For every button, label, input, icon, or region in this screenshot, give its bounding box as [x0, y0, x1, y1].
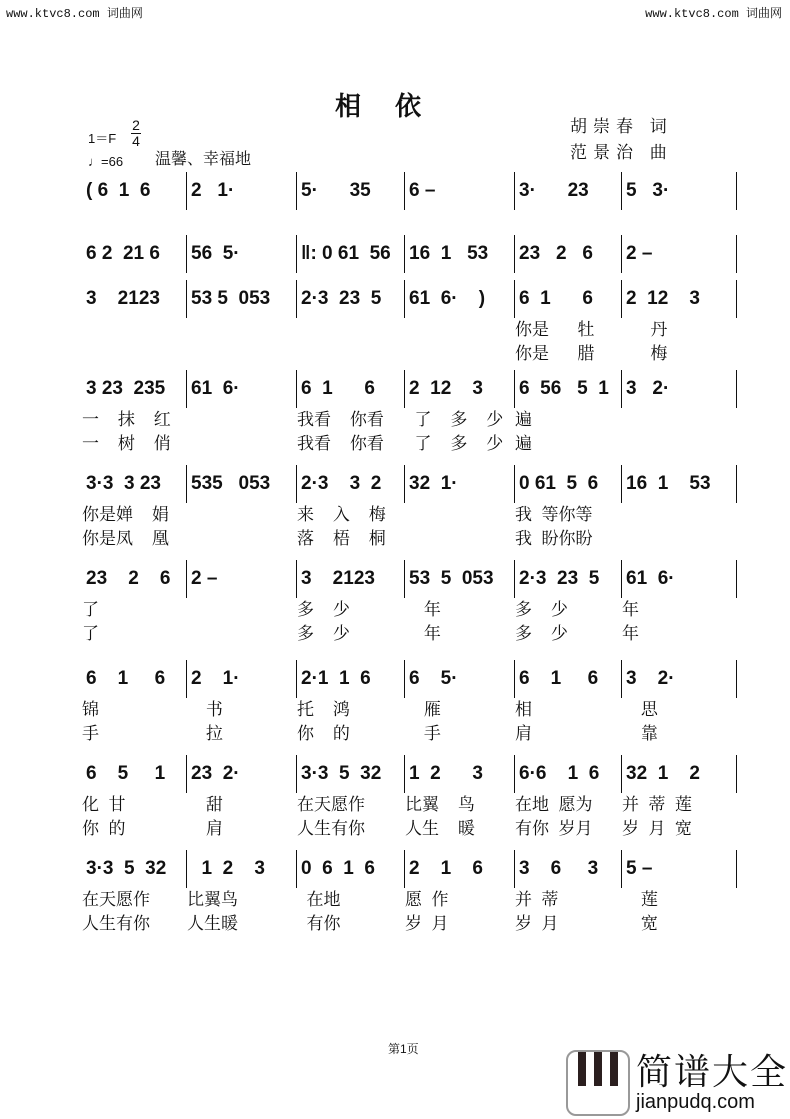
watermark-right: www.ktvc8.com 词曲网 [645, 7, 782, 21]
measure: 16 1 53 [405, 235, 515, 273]
page-number: 第1页 [388, 1042, 419, 1056]
measure: 6 1 6 [515, 660, 622, 698]
lyric-segment: 并 蒂 莲 [622, 795, 692, 814]
lyric-segment [187, 408, 297, 432]
measure: 3·3 5 32 [297, 755, 405, 793]
measure: 3 23 235 [82, 370, 187, 408]
lyric-segment: 在地 愿为 [515, 795, 593, 814]
lyric-segment: 你是 牡 [515, 320, 595, 339]
lyric-segment: 一 抹 红 [82, 410, 171, 429]
lyric-segment [187, 527, 297, 551]
measure: 535 053 [187, 465, 297, 503]
lyric-segment: 多 少 [297, 600, 350, 619]
measure: ‖: 0 61 56 [297, 235, 405, 273]
measure: 2·3 23 5 [515, 560, 622, 598]
lyric-segment: 了 多 少 [405, 434, 504, 453]
measure: 3 2· [622, 370, 737, 408]
lyric-segment: 托 鸿 [297, 700, 350, 719]
lyric-segment: 了 [82, 600, 99, 619]
lyric-segment: 人生有你 [297, 819, 365, 838]
lyric-segment: 年 [622, 624, 639, 643]
measure: 2 12 3 [622, 280, 737, 318]
measure: 3·3 3 23 [82, 465, 187, 503]
measure: 3 2123 [297, 560, 405, 598]
lyric-segment: 你 的 [297, 724, 350, 743]
staff-system [82, 560, 737, 646]
lyricist: 胡崇春 词 [570, 117, 673, 136]
lyric-segment: 遍 [515, 434, 532, 453]
lyric-segment: 雁 [405, 700, 441, 719]
measure: 2 1· [187, 660, 297, 698]
lyric-segment: 比翼 鸟 [405, 795, 475, 814]
measure: 5 – [622, 850, 737, 888]
staff-system [82, 465, 737, 551]
lyric-segment [82, 318, 187, 342]
logo-url: jianpudq.com [636, 1090, 755, 1113]
lyrics-verse-1 [82, 888, 737, 912]
lyric-segment: 丹 [622, 320, 668, 339]
lyric-segment: 靠 [622, 724, 658, 743]
staff-system [82, 280, 737, 366]
measure: 2 1 6 [405, 850, 515, 888]
lyric-segment: 化 甘 [82, 795, 126, 814]
lyric-segment: 岁 月 [515, 914, 559, 933]
lyric-segment: 相 [515, 700, 532, 719]
lyric-segment: 有你 岁月 [515, 819, 593, 838]
measure: 2 – [622, 235, 737, 273]
measure: 3 2123 [82, 280, 187, 318]
lyrics-verse-1 [82, 698, 737, 722]
lyric-segment [622, 408, 737, 432]
lyric-segment [187, 622, 297, 646]
site-logo [566, 1050, 788, 1116]
measure: 1 2 3 [405, 755, 515, 793]
lyric-segment: 年 [405, 624, 441, 643]
lyric-segment: 多 少 [515, 624, 568, 643]
lyrics-verse-1 [82, 408, 737, 432]
measure: 23 2 6 [515, 235, 622, 273]
measure: 1 2 3 [187, 850, 297, 888]
lyrics-verse-1 [82, 598, 737, 622]
measure: 53 5 053 [405, 560, 515, 598]
measure: 2·1 1 6 [297, 660, 405, 698]
measure: 6 2 21 6 [82, 235, 187, 273]
lyric-segment: 遍 [515, 410, 532, 429]
lyric-segment: 你是婵 娟 [82, 505, 169, 524]
lyrics-verse-2 [82, 342, 737, 366]
lyric-segment [405, 342, 515, 366]
measure: 61 6· ) [405, 280, 515, 318]
song-title: 相依 [334, 92, 455, 122]
lyric-segment: 多 少 [515, 600, 568, 619]
lyric-segment: 肩 [187, 819, 223, 838]
measure: 6 – [405, 172, 515, 210]
measure: 6 1 6 [297, 370, 405, 408]
lyric-segment: 思 [622, 700, 658, 719]
measure: 6 1 6 [82, 660, 187, 698]
lyric-segment [82, 342, 187, 366]
lyric-segment [405, 527, 515, 551]
lyric-segment [187, 342, 297, 366]
lyric-segment: 我 等你等 [515, 505, 593, 524]
measure: 3·3 5 32 [82, 850, 187, 888]
watermark-left: www.ktvc8.com 词曲网 [6, 7, 143, 21]
lyric-segment [187, 432, 297, 456]
lyric-segment: 人生暖 [187, 914, 238, 933]
lyric-segment: 我看 你看 [297, 410, 384, 429]
lyric-segment: 了 [82, 624, 99, 643]
lyrics-verse-2 [82, 622, 737, 646]
tempo-marking: ♩=66 [88, 154, 124, 169]
staff-system [82, 755, 737, 841]
measure: 6 1 6 [515, 280, 622, 318]
time-sig-bottom: 4 [132, 133, 140, 149]
measure: 32 1· [405, 465, 515, 503]
lyric-segment: 多 少 [297, 624, 350, 643]
lyric-segment [622, 432, 737, 456]
lyric-segment: 岁 月 宽 [622, 819, 692, 838]
lyric-segment: 一 树 俏 [82, 434, 171, 453]
time-sig-top: 2 [132, 117, 140, 133]
lyrics-verse-1 [82, 318, 737, 342]
measure: 2·3 3 2 [297, 465, 405, 503]
measure: 61 6· [187, 370, 297, 408]
measure: 16 1 53 [622, 465, 737, 503]
lyric-segment: 岁 月 [405, 914, 449, 933]
lyric-segment [405, 503, 515, 527]
measure: 56 5· [187, 235, 297, 273]
measure: 3 2· [622, 660, 737, 698]
lyric-segment: 甜 [187, 795, 223, 814]
lyric-segment: 手 [82, 724, 99, 743]
lyric-segment: 你 的 [82, 819, 126, 838]
lyric-segment: 你是 腊 [515, 344, 595, 363]
lyric-segment: 并 蒂 [515, 890, 559, 909]
lyric-segment: 人生有你 [82, 914, 150, 933]
logo-name: 简谱大全 [636, 1050, 789, 1092]
lyric-segment: 有你 [297, 914, 341, 933]
measure: 6 56 5 1 [515, 370, 622, 408]
lyric-segment: 愿 作 [405, 890, 449, 909]
lyric-segment: 在天愿作 [297, 795, 365, 814]
lyrics-verse-2 [82, 527, 737, 551]
measure: 61 6· [622, 560, 737, 598]
staff-system [82, 235, 737, 273]
lyrics-verse-2 [82, 722, 737, 746]
expression-marking: 温馨、幸福地 [155, 151, 252, 168]
lyric-segment [187, 503, 297, 527]
measure: 6 5· [405, 660, 515, 698]
lyric-segment [187, 598, 297, 622]
time-signature [131, 118, 141, 149]
measure: 2 12 3 [405, 370, 515, 408]
measure: 2 – [187, 560, 297, 598]
staff-system [82, 370, 737, 456]
lyric-segment: 肩 [515, 724, 532, 743]
lyric-segment: 锦 [82, 700, 99, 719]
lyrics-verse-1 [82, 503, 737, 527]
composer: 范景治 曲 [570, 143, 673, 162]
lyric-segment [622, 503, 737, 527]
measure: 23 2 6 [82, 560, 187, 598]
measure: 0 6 1 6 [297, 850, 405, 888]
lyric-segment: 宽 [622, 914, 658, 933]
measure: 3· 23 [515, 172, 622, 210]
key-signature: 1＝F [88, 131, 117, 146]
lyric-segment: 落 梧 桐 [297, 529, 386, 548]
measure: 6·6 1 6 [515, 755, 622, 793]
staff-system [82, 660, 737, 746]
lyric-segment: 了 多 少 [405, 410, 504, 429]
lyric-segment [405, 318, 515, 342]
lyric-segment: 拉 [187, 724, 223, 743]
lyric-segment: 你是凤 凰 [82, 529, 169, 548]
piano-keys-icon [566, 1050, 630, 1116]
measure: 5· 35 [297, 172, 405, 210]
staff-system [82, 172, 737, 210]
measure: ( 6 1 6 [82, 172, 187, 210]
lyric-segment: 我看 你看 [297, 434, 384, 453]
lyric-segment: 我 盼你盼 [515, 529, 593, 548]
lyrics-verse-2 [82, 912, 737, 936]
measure: 0 61 5 6 [515, 465, 622, 503]
lyric-segment: 年 [622, 600, 639, 619]
lyrics-verse-2 [82, 432, 737, 456]
lyric-segment: 在地 [297, 890, 341, 909]
lyric-segment: 来 入 梅 [297, 505, 386, 524]
measure: 5 3· [622, 172, 737, 210]
lyric-segment: 在天愿作 [82, 890, 150, 909]
measure: 2·3 23 5 [297, 280, 405, 318]
lyric-segment: 年 [405, 600, 441, 619]
lyric-segment: 莲 [622, 890, 658, 909]
lyric-segment [187, 318, 297, 342]
staff-system [82, 850, 737, 936]
lyric-segment [297, 318, 405, 342]
lyric-segment: 手 [405, 724, 441, 743]
measure: 6 5 1 [82, 755, 187, 793]
lyric-segment: 比翼鸟 [187, 890, 238, 909]
lyrics-verse-1 [82, 793, 737, 817]
lyrics-verse-2 [82, 817, 737, 841]
measure: 53 5 053 [187, 280, 297, 318]
measure: 23 2· [187, 755, 297, 793]
measure: 32 1 2 [622, 755, 737, 793]
lyric-segment [297, 342, 405, 366]
lyric-segment [622, 527, 737, 551]
credits [570, 114, 673, 166]
lyric-segment: 书 [187, 700, 223, 719]
lyric-segment: 人生 暖 [405, 819, 475, 838]
measure: 3 6 3 [515, 850, 622, 888]
lyric-segment: 梅 [622, 344, 668, 363]
measure: 2 1· [187, 172, 297, 210]
